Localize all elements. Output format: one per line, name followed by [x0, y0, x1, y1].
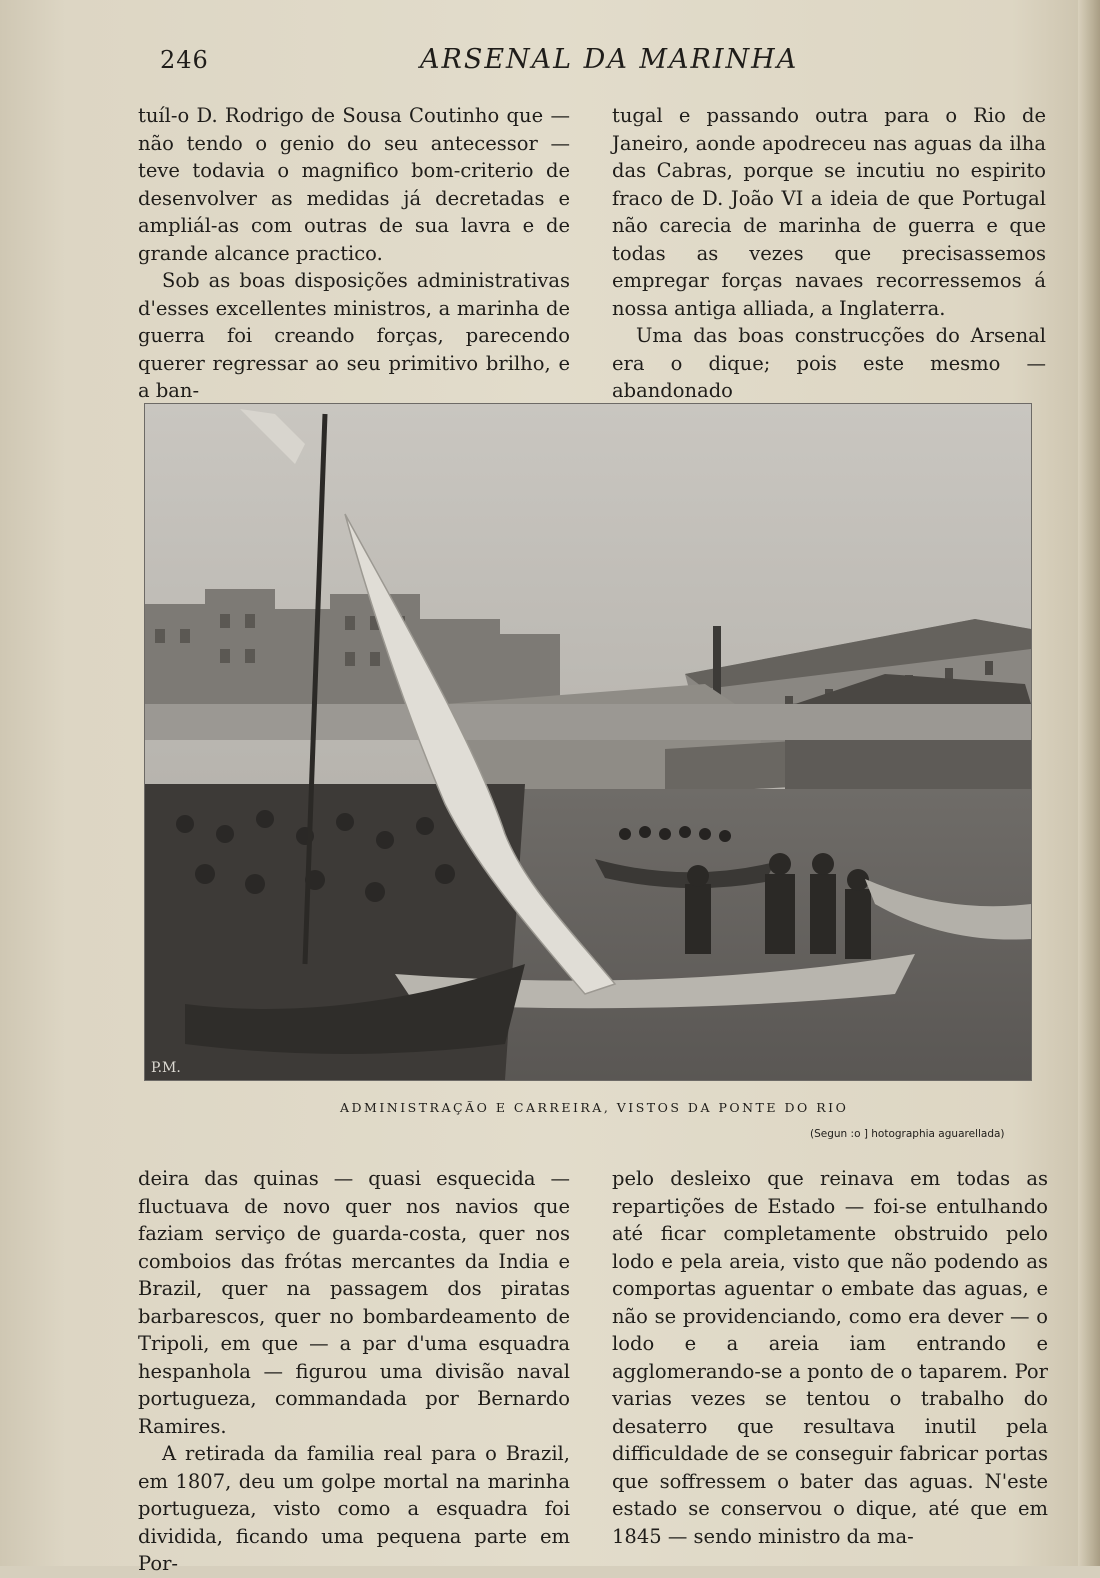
paragraph: Sob as boas disposições administrativas d'esses excellentes ministros, a marinha de guerra foi creando forças, parecendo querer regressar ao seu primitivo brilho, e a ban-: [138, 269, 570, 402]
harbor-scene-image: [145, 404, 1031, 1080]
top-right-column: [612, 102, 1046, 405]
bottom-right-column: [612, 1165, 1048, 1550]
harbor-illustration: [145, 404, 1031, 1080]
paragraph: A retirada da familia real para o Brazil, em 1807, deu um golpe mortal na marinha portugueza, visto como a esquadra foi dividida, ficando uma pequena parte em Por-: [138, 1442, 570, 1575]
paragraph: deira das quinas — quasi esquecida — fluctuava de novo quer nos navios que faziam serviço de guarda-costa, quer nos comboios das frótas mercantes da India e Brazil, quer na passagem dos piratas barbarescos, quer no bombardeamento de Tripoli, em que — a par d'uma esquadra hespanhola — figurou uma divisão naval portugueza, commandada por Bernardo Ramires.: [138, 1167, 570, 1438]
paragraph: tugal e passando outra para o Rio de Janeiro, aonde apodreceu nas aguas da ilha das Cabras, porque se incutiu no espirito fraco de D. João VI a ideia de que Portugal não carecia de marinha de guerra e que todas as vezes que precisassemos empregar forças navaes recorressemos á nossa antiga alliada, a Inglaterra.: [612, 104, 1046, 320]
running-title: ARSENAL DA MARINHA: [420, 44, 799, 75]
paragraph: Uma das boas construcções do Arsenal era o dique; pois este mesmo — abandonado: [612, 324, 1046, 402]
illustration-caption: ADMINISTRAÇÃO E CARREIRA, VISTOS DA PONTE DO RIO: [340, 1100, 849, 1115]
paragraph: tuíl-o D. Rodrigo de Sousa Coutinho que — não tendo o genio do seu antecessor — teve todavia o magnifico bom-criterio de desenvolver as medidas já decretadas e ampliál-as com outras de sua lavra e de grande alcance practico.: [138, 104, 570, 265]
artist-signature: P.M.: [151, 1060, 181, 1076]
top-left-column: [138, 102, 570, 405]
bottom-left-column: [138, 1165, 570, 1578]
illustration-credit: (Segun :o ] hotographia aguarellada): [810, 1128, 1005, 1140]
page-edge: [1078, 0, 1100, 1566]
paragraph: pelo desleixo que reinava em todas as repartições de Estado — foi-se entulhando até ficar completamente obstruido pelo lodo e pela areia, visto que não podendo as comportas aguentar o embate das aguas, e não se providenciando, como era dever — o lodo e a areia iam entrando e agglomerando-se a ponto de o taparem. Por varias vezes se tentou o trabalho do desaterro que resultava inutil pela difficuldade de se conseguir fabricar portas que soffressem o bater das aguas. N'este estado se conservou o dique, até que em 1845 — sendo ministro da ma-: [612, 1167, 1048, 1548]
page-number: 246: [160, 46, 209, 74]
